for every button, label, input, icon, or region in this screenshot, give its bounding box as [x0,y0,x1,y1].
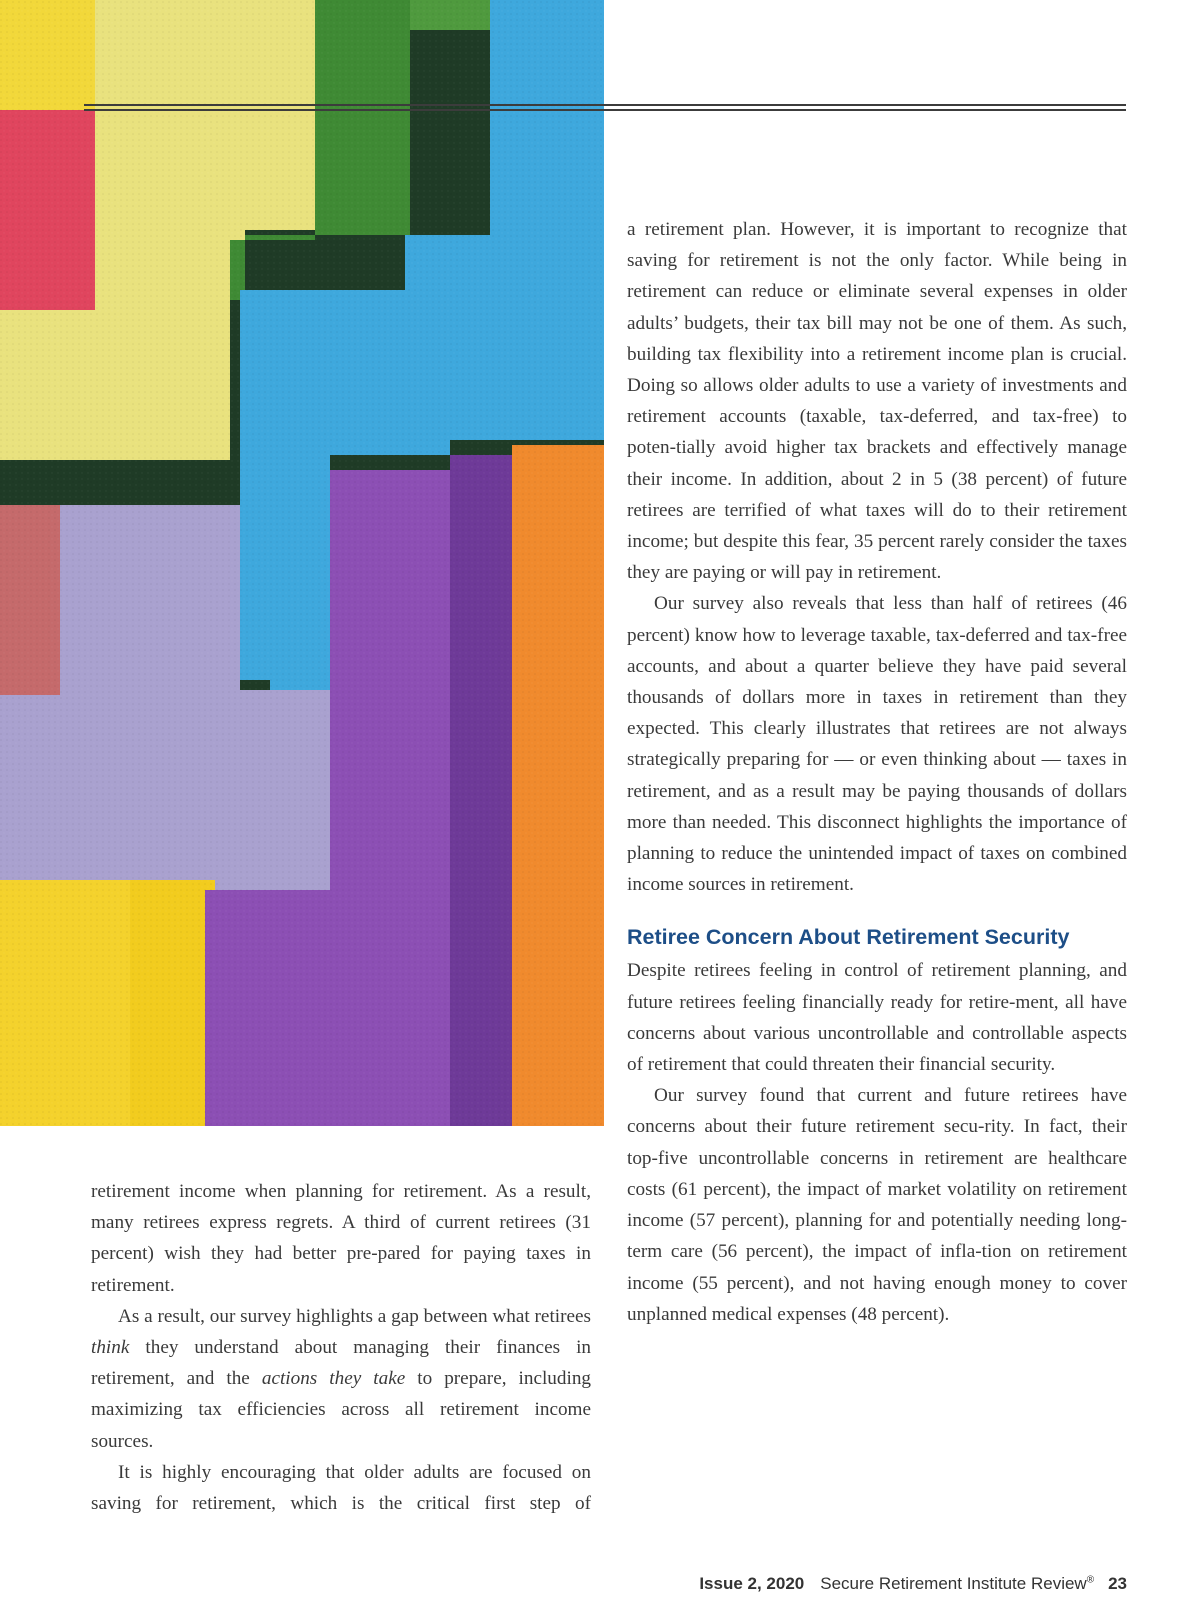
right-text-column [627,214,1127,1330]
emphasis-actions: actions they take [261,1368,406,1390]
emphasis-think: think [91,1337,130,1359]
paragraph: It is highly encouraging that older adults are focused on saving for retirement, which is the critical first step of [91,1461,591,1515]
section-heading: Retiree Concern About Retirement Security [627,925,1070,950]
page-footer [699,1574,1127,1594]
paragraph: Despite retirees feeling in control of retirement planning, and future retirees feeling financially ready for retire-ment, all have concerns about various uncontrollable and controllable aspects of retirement that could threaten their financial security. [627,960,1127,1076]
colorful-puzzle-blocks-photo [0,0,604,1126]
paragraph: Our survey found that current and future retirees have concerns about their future retirement secu-rity. In fact, their top-five uncontrollable concerns in retirement are healthcare costs (61 percent), the impact of market volatility on retirement income (57 percent), planning for and potentially needing long-term care (56 percent), the impact of infla-tion on retirement income (55 percent), and not having enough money to cover unplanned medical expenses (48 percent). [627,1085,1127,1325]
registered-mark: ® [1086,1574,1095,1586]
publication-name: Secure Retirement Institute Review [820,1574,1087,1593]
paragraph-text: As a result, our survey highlights a gap between what retirees [118,1305,591,1327]
paragraph-text: to prepare, including maximizing tax efficiencies across all retirement income sources. [91,1368,592,1452]
issue-label: Issue 2, 2020 [699,1574,805,1593]
paragraph-text: they understand about managing their finances in retirement, and the [91,1337,591,1390]
page-number: 23 [1108,1574,1127,1593]
paragraph: a retirement plan. However, it is important to recognize that saving for retirement is not the only factor. While being in retirement can reduce or eliminate several expenses in older adults’ budgets, their tax bill may not be one of them. As such, building tax flexibility into a retirement income plan is crucial. Doing so allows older adults to use a variety of investments and retirement accounts (taxable, tax-deferred, and tax-free) to poten-tially avoid higher tax brackets and effectively manage their income. In addition, about 2 in 5 (38 percent) of future retirees are terrified of what taxes will do to their retirement income; but despite this fear, 35 percent rarely consider the taxes they are paying or will pay in retirement. [627,219,1127,584]
left-text-column [91,1176,591,1519]
header-rule-bottom [84,109,1126,111]
header-rule-top [84,104,1126,106]
paragraph: Our survey also reveals that less than half of retirees (46 percent) know how to leverage taxable, tax-deferred and tax-free accounts, and about a quarter believe they have paid several thousands of dollars more in taxes in retirement than they expected. This clearly illustrates that retirees are not always strategically preparing for — or even thinking about — taxes in retirement, and as a result may be paying thousands of dollars more than needed. This disconnect highlights the importance of planning to reduce the unintended impact of taxes on combined income sources in retirement. [627,593,1127,896]
paragraph [91,1301,591,1457]
paragraph: retirement income when planning for retirement. As a result, many retirees express regrets. A third of current retirees (31 percent) wish they had better pre-pared for paying taxes in retirement. [91,1181,591,1296]
